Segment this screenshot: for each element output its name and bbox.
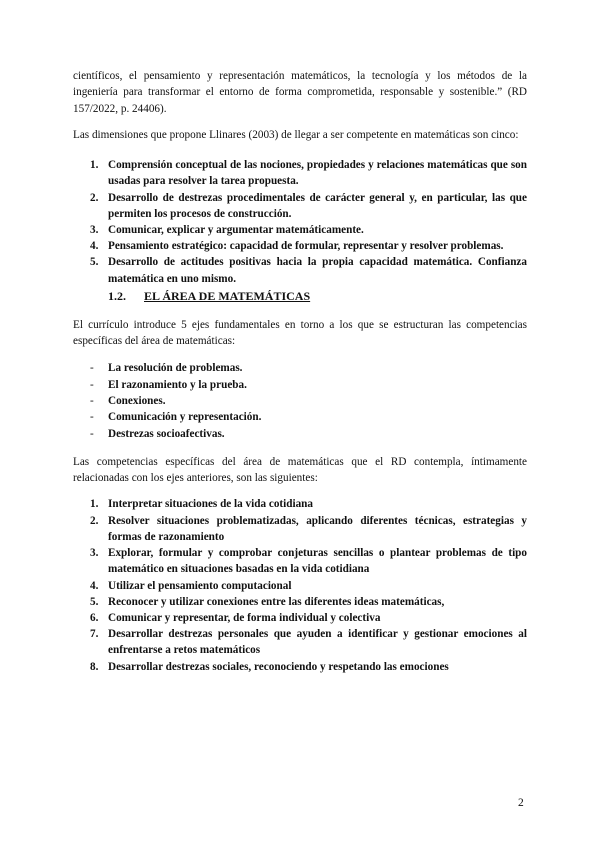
list-item: 3. Comunicar, explicar y argumentar matemáticamente.	[90, 224, 364, 236]
page-number: 2	[518, 797, 524, 809]
list-item: 4. Utilizar el pensamiento computacional	[90, 579, 292, 592]
dimensions-intro-paragraph: Las dimensiones que propone Llinares (2003) de llegar a ser competente en matemáticas son cinco:	[73, 128, 519, 141]
list-item: - Destrezas socioafectivas.	[90, 427, 225, 440]
quote-paragraph: científicos, el pensamiento y representación matemáticos, la tecnología y los métodos de la ingeniería para transformar el entorno de forma comprometida, responsable y sostenible.” (RD 157/2022, p. 24406).	[73, 70, 527, 115]
dimensions-list	[73, 157, 527, 287]
list-item: 4. Pensamiento estratégico: capacidad de formular, representar y resolver problemas.	[90, 240, 504, 253]
list-item: 1. Comprensión conceptual de las nociones, propiedades y relaciones matemáticas que son usadas para resolver la tarea propuesta.	[90, 159, 527, 188]
axes-intro-paragraph: El currículo introduce 5 ejes fundamentales en torno a los que se estructuran las competencias específicas del área de matemáticas:	[73, 318, 527, 348]
list-item: 1. Interpretar situaciones de la vida cotidiana	[90, 498, 314, 511]
list-item: 3. Explorar, formular y comprobar conjeturas sencillas o plantear problemas de tipo matemático en situaciones basadas en la vida cotidiana	[90, 547, 527, 576]
competencies-intro-paragraph: Las competencias específicas del área de matemáticas que el RD contempla, íntimamente relacionadas con los ejes anteriores, son las siguientes:	[73, 455, 527, 485]
section-number: 1.2.	[108, 288, 126, 303]
axes-list	[73, 360, 527, 441]
list-item: 2. Resolver situaciones problematizadas, aplicando diferentes técnicas, estrategias y formas de razonamiento	[90, 514, 527, 543]
competencies-list	[73, 496, 527, 674]
section-title: EL ÁREA DE MATEMÁTICAS	[144, 288, 311, 303]
document-page	[73, 68, 527, 675]
list-item: 5. Desarrollo de actitudes positivas hacia la propia capacidad matemática. Confianza matemática en uno mismo.	[90, 256, 527, 285]
list-item: 5. Reconocer y utilizar conexiones entre las diferentes ideas matemáticas,	[90, 595, 445, 608]
list-item: 2. Desarrollo de destrezas procedimentales de carácter general y, en particular, las que permiten los procesos de construcción.	[90, 191, 527, 220]
list-item: - La resolución de problemas.	[90, 362, 243, 375]
list-item: 6. Comunicar y representar, de forma individual y colectiva	[90, 611, 381, 624]
section-heading	[73, 287, 527, 305]
list-item: - Comunicación y representación.	[90, 411, 262, 424]
list-item: 8. Desarrollar destrezas sociales, reconociendo y respetando las emociones	[90, 660, 449, 673]
list-item: - El razonamiento y la prueba.	[90, 378, 247, 391]
list-item: - Conexiones.	[90, 395, 166, 407]
list-item: 7. Desarrollar destrezas personales que ayuden a identificar y gestionar emociones al enfrentarse a retos matemáticos	[90, 628, 527, 657]
